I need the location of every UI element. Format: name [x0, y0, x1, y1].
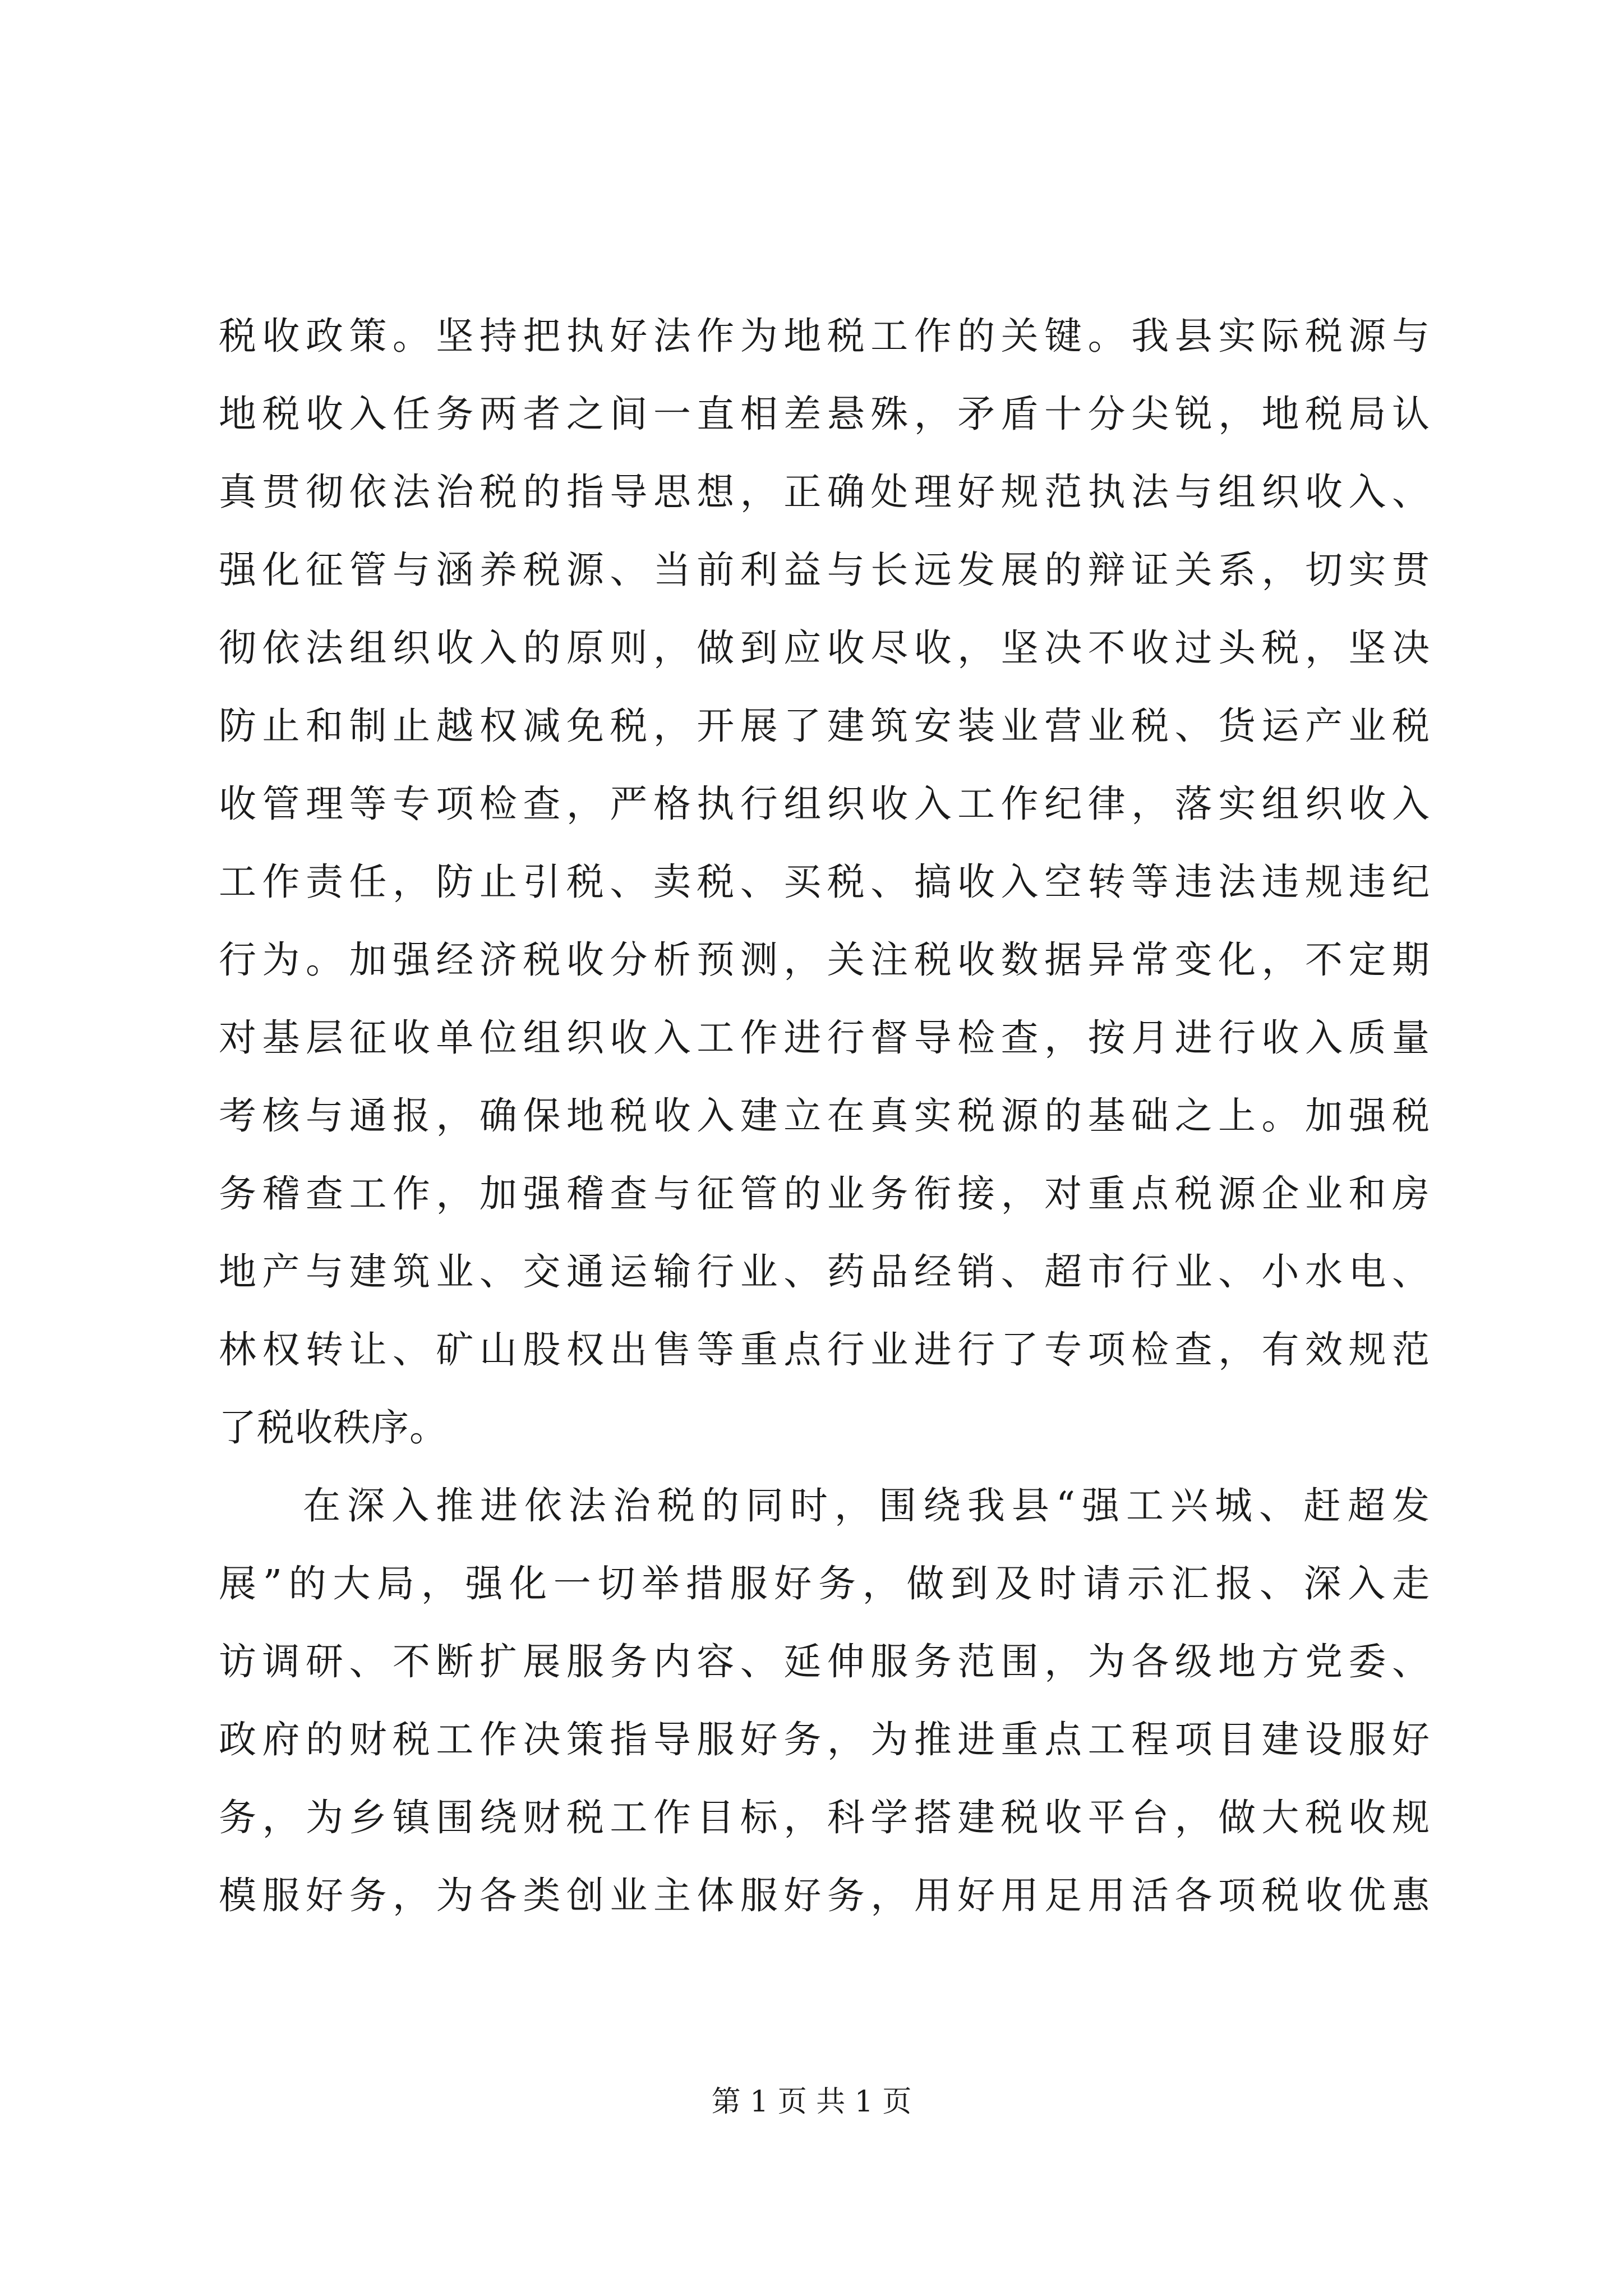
text-line: 在深入推进依法治税的同时，围绕我县“强工兴城、赶超发: [303, 1484, 1430, 1527]
text-line: 林权转让、矿山股权出售等重点行业进行了专项检查，有效规范: [219, 1328, 1430, 1372]
text-line: 地税收入任务两者之间一直相差悬殊，矛盾十分尖锐，地税局认: [219, 392, 1430, 436]
text-line: 彻依法组织收入的原则，做到应收尽收，坚决不收过头税，坚决: [219, 626, 1430, 670]
text-line: 访调研、不断扩展服务内容、延伸服务范围，为各级地方党委、: [219, 1640, 1430, 1683]
text-line: 强化征管与涵养税源、当前利益与长远发展的辩证关系，切实贯: [219, 548, 1430, 592]
text-line: 对基层征收单位组织收入工作进行督导检查，按月进行收入质量: [219, 1016, 1430, 1060]
paragraph-1: [219, 297, 1430, 1467]
text-line: 务，为乡镇围绕财税工作目标，科学搭建税收平台，做大税收规: [219, 1796, 1430, 1839]
text-line: 模服好务，为各类创业主体服好务，用好用足用活各项税收优惠: [219, 1874, 1430, 1917]
page-footer: [0, 2082, 1623, 2122]
text-line: 考核与通报，确保地税收入建立在真实税源的基础之上。加强税: [219, 1094, 1430, 1138]
text-line: 收管理等专项检查，严格执行组织收入工作纪律，落实组织收入: [219, 782, 1430, 826]
text-line: 地产与建筑业、交通运输行业、药品经销、超市行业、小水电、: [219, 1250, 1430, 1294]
text-line: 展”的大局，强化一切举措服好务，做到及时请示汇报、深入走: [219, 1562, 1430, 1605]
page-number: 第 1 页 共 1 页: [711, 2085, 912, 2119]
text-line: 行为。加强经济税收分析预测，关注税收数据异常变化，不定期: [219, 938, 1430, 982]
text-line: 防止和制止越权减免税，开展了建筑安装业营业税、货运产业税: [219, 704, 1430, 748]
text-line: 政府的财税工作决策指导服好务，为推进重点工程项目建设服好: [219, 1718, 1430, 1761]
text-line: 务稽查工作，加强稽查与征管的业务衔接，对重点税源企业和房: [219, 1172, 1430, 1216]
text-line: 税收政策。坚持把执好法作为地税工作的关键。我县实际税源与: [219, 314, 1430, 358]
document-body: [219, 297, 1430, 1935]
paragraph-2: [219, 1467, 1430, 1935]
text-line: 了税收秩序。: [219, 1406, 448, 1450]
text-line: 真贯彻依法治税的指导思想，正确处理好规范执法与组织收入、: [219, 470, 1430, 514]
text-line: 工作责任，防止引税、卖税、买税、搞收入空转等违法违规违纪: [219, 860, 1430, 904]
